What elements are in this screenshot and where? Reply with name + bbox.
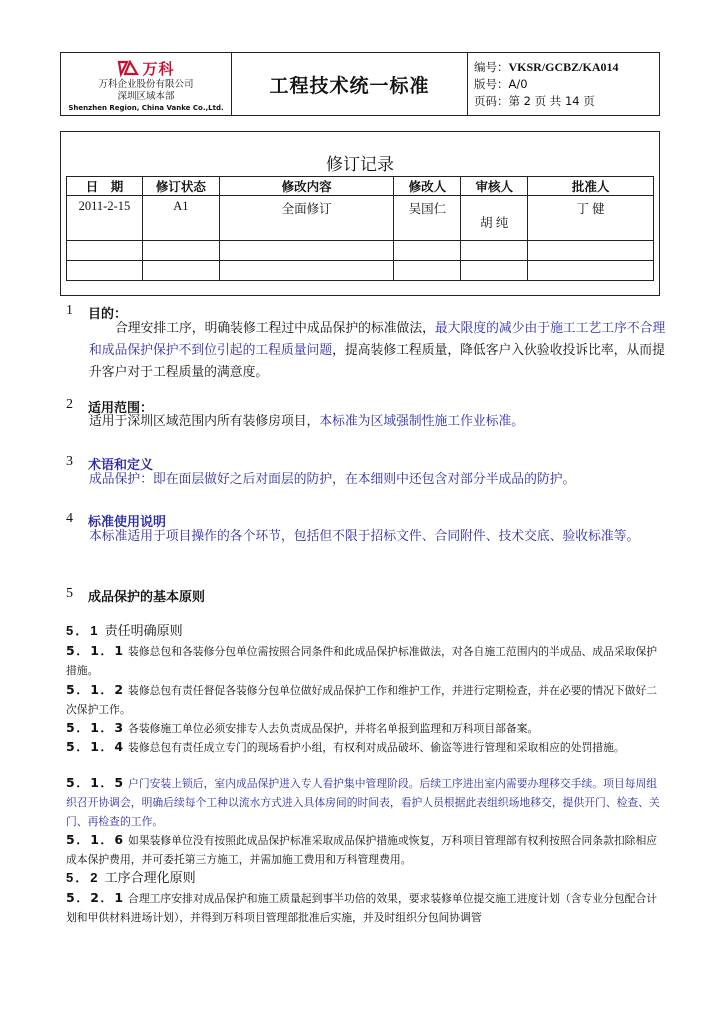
col-approver: 批准人 xyxy=(528,177,654,196)
clause-number: 5．1．4 xyxy=(66,739,125,754)
cell-empty xyxy=(219,241,394,261)
doc-page-label: 页码： xyxy=(474,93,509,108)
subsection-5-1 xyxy=(66,620,183,639)
subsection-number: 5．2 xyxy=(66,870,100,885)
cell-approver: 丁 健 xyxy=(528,196,654,241)
col-date: 日 期 xyxy=(67,177,143,196)
cell-empty xyxy=(528,241,654,261)
doc-version-label: 版号： xyxy=(474,76,509,91)
section-title: 目的： xyxy=(88,307,128,322)
clause-text: 如果装修单位没有按照此成品保护标准采取成品保护措施或恢复，万科项目管理部有权利按照合同条款扣除相应成本保护费用，并可委托第三方施工，并需加施工费用和万科管理费用。 xyxy=(66,834,658,866)
section-number: 1 xyxy=(66,303,73,318)
cell-content: 全面修订 xyxy=(219,196,394,241)
cell-empty xyxy=(67,261,143,281)
doc-version: A/0 xyxy=(508,76,528,91)
cell-empty xyxy=(142,261,219,281)
revision-table xyxy=(66,176,654,281)
clause-5-1-3 xyxy=(66,718,666,738)
clause-text: 各装修施工单位必须安排专人去负责成品保护，并将名单报到监理和万科项目部备案。 xyxy=(128,722,539,735)
clause-5-1-4 xyxy=(66,737,666,757)
cell-status: A1 xyxy=(142,196,219,241)
section-title: 适用范围： xyxy=(88,401,154,416)
subsection-title: 责任明确原则 xyxy=(104,624,183,639)
col-editor: 修改人 xyxy=(394,177,461,196)
clause-text: 装修总包有责任成立专门的现场看护小组，有权利对成品破坏、偷盗等进行管理和采取相应的处罚措施。 xyxy=(128,741,625,754)
text-run-blue: 本标准为区域强制性施工作业标准。 xyxy=(319,414,525,429)
text-run: 适用于深圳区域范围内所有装修房项目， xyxy=(89,414,320,429)
clause-5-1-1 xyxy=(66,641,666,680)
company-name: 万科企业股份有限公司 xyxy=(98,79,194,90)
cell-empty xyxy=(219,261,394,281)
section-title: 标准使用说明 xyxy=(88,515,167,530)
col-reviewer: 审核人 xyxy=(461,177,528,196)
document-meta xyxy=(468,53,660,116)
revision-header-row xyxy=(67,177,654,196)
cell-date: 2011-2-15 xyxy=(67,196,143,241)
cell-empty xyxy=(461,261,528,281)
cell-editor: 吴国仁 xyxy=(394,196,461,241)
cell-empty xyxy=(142,241,219,261)
clause-number: 5．1．2 xyxy=(66,682,125,697)
clause-5-1-2 xyxy=(66,680,666,719)
clause-number: 5．1．6 xyxy=(66,832,125,847)
doc-page: 第 2 页 共 14 页 xyxy=(508,93,595,108)
document-title: 工程技术统一标准 xyxy=(232,53,468,116)
section-2-text xyxy=(89,411,667,433)
table-row xyxy=(67,241,654,261)
cell-reviewer: 胡 纯 xyxy=(461,196,528,241)
section-number: 3 xyxy=(66,454,73,469)
section-number: 5 xyxy=(66,586,73,601)
region-name-cn: 深圳区域本部 xyxy=(117,91,175,102)
cell-empty xyxy=(394,241,461,261)
section-3-text: 成品保护：即在面层做好之后对面层的防护，在本细则中还包含对部分半成品的防护。 xyxy=(89,472,576,487)
clause-number: 5．1．5 xyxy=(66,775,125,790)
doc-code-line xyxy=(474,59,659,76)
clause-number: 5．1．3 xyxy=(66,720,125,735)
table-row xyxy=(67,261,654,281)
clause-5-2-1 xyxy=(66,888,666,927)
clause-number: 5．2．1 xyxy=(66,890,125,905)
section-4-text: 本标准适用于项目操作的各个环节，包括但不限于招标文件、合同附件、技术交底、验收标准等。 xyxy=(89,529,640,544)
revision-title: 修订记录 xyxy=(326,155,394,175)
section-1-text xyxy=(89,318,667,384)
logo-cell xyxy=(61,53,232,116)
doc-page-line xyxy=(474,93,659,110)
clause-number: 5．1．1 xyxy=(66,643,125,658)
section-title: 术语和定义 xyxy=(88,458,154,473)
vanke-logo-icon xyxy=(117,59,139,77)
section-number: 2 xyxy=(66,397,73,412)
cell-empty xyxy=(528,261,654,281)
text-run-blue: 最大限度的减少由于施工工艺工序不合理和成品保护保护不到位引起的工程质量问题 xyxy=(89,321,666,358)
cell-empty xyxy=(461,241,528,261)
table-row xyxy=(67,196,654,241)
logo xyxy=(61,57,231,79)
cell-empty xyxy=(67,241,143,261)
cell-empty xyxy=(394,261,461,281)
col-content: 修改内容 xyxy=(219,177,394,196)
clause-text: 合理工序安排对成品保护和施工质量起到事半功倍的效果，要求装修单位提交施工进度计划（含专业分包配合计划和甲供材料进场计划），并得到万科项目管理部批准后实施，并及时组织分包间协调管 xyxy=(66,892,658,924)
subsection-5-2 xyxy=(66,867,196,886)
doc-code: VKSR/GCBZ/KA014 xyxy=(508,59,619,74)
clause-5-1-6 xyxy=(66,830,666,869)
document-header xyxy=(60,52,660,116)
clause-5-1-5 xyxy=(66,773,666,831)
section-title: 成品保护的基本原则 xyxy=(88,590,206,605)
doc-version-line xyxy=(474,76,659,93)
brand-name: 万科 xyxy=(142,59,175,78)
region-name-en: Shenzhen Region, China Vanke Co.,Ltd. xyxy=(68,104,224,112)
text-run: ，提高装修工程质量，降低客户入伙验收投诉比率，从而提升客户对于工程质量的满意度。 xyxy=(89,343,665,380)
revision-record xyxy=(60,131,660,296)
subsection-title: 工序合理化原则 xyxy=(104,871,196,886)
section-number: 4 xyxy=(66,511,73,526)
doc-code-label: 编号： xyxy=(474,59,509,74)
clause-text: 装修总包和各装修分包单位需按照合同条件和此成品保护标准做法，对各自施工范围内的半成品、成品采取保护措施。 xyxy=(66,645,658,677)
clause-text: 户门安装上锁后，室内成品保护进入专人看护集中管理阶段。后续工序进出室内需要办理移交手续。项目每周组织召开协调会，明确后续每个工种以流水方式进入具体房间的时间表，看护人员根据此表组织场地移交，提供开门、检查、关门、再检查的工作。 xyxy=(66,777,660,828)
subsection-number: 5．1 xyxy=(66,623,100,638)
clause-text: 装修总包有责任督促各装修分包单位做好成品保护工作和维护工作，并进行定期检查，并在必要的情况下做好二次保护工作。 xyxy=(66,684,658,716)
text-run: 合理安排工序，明确装修工程过中成品保护的标准做法， xyxy=(115,321,435,336)
col-status: 修订状态 xyxy=(142,177,219,196)
